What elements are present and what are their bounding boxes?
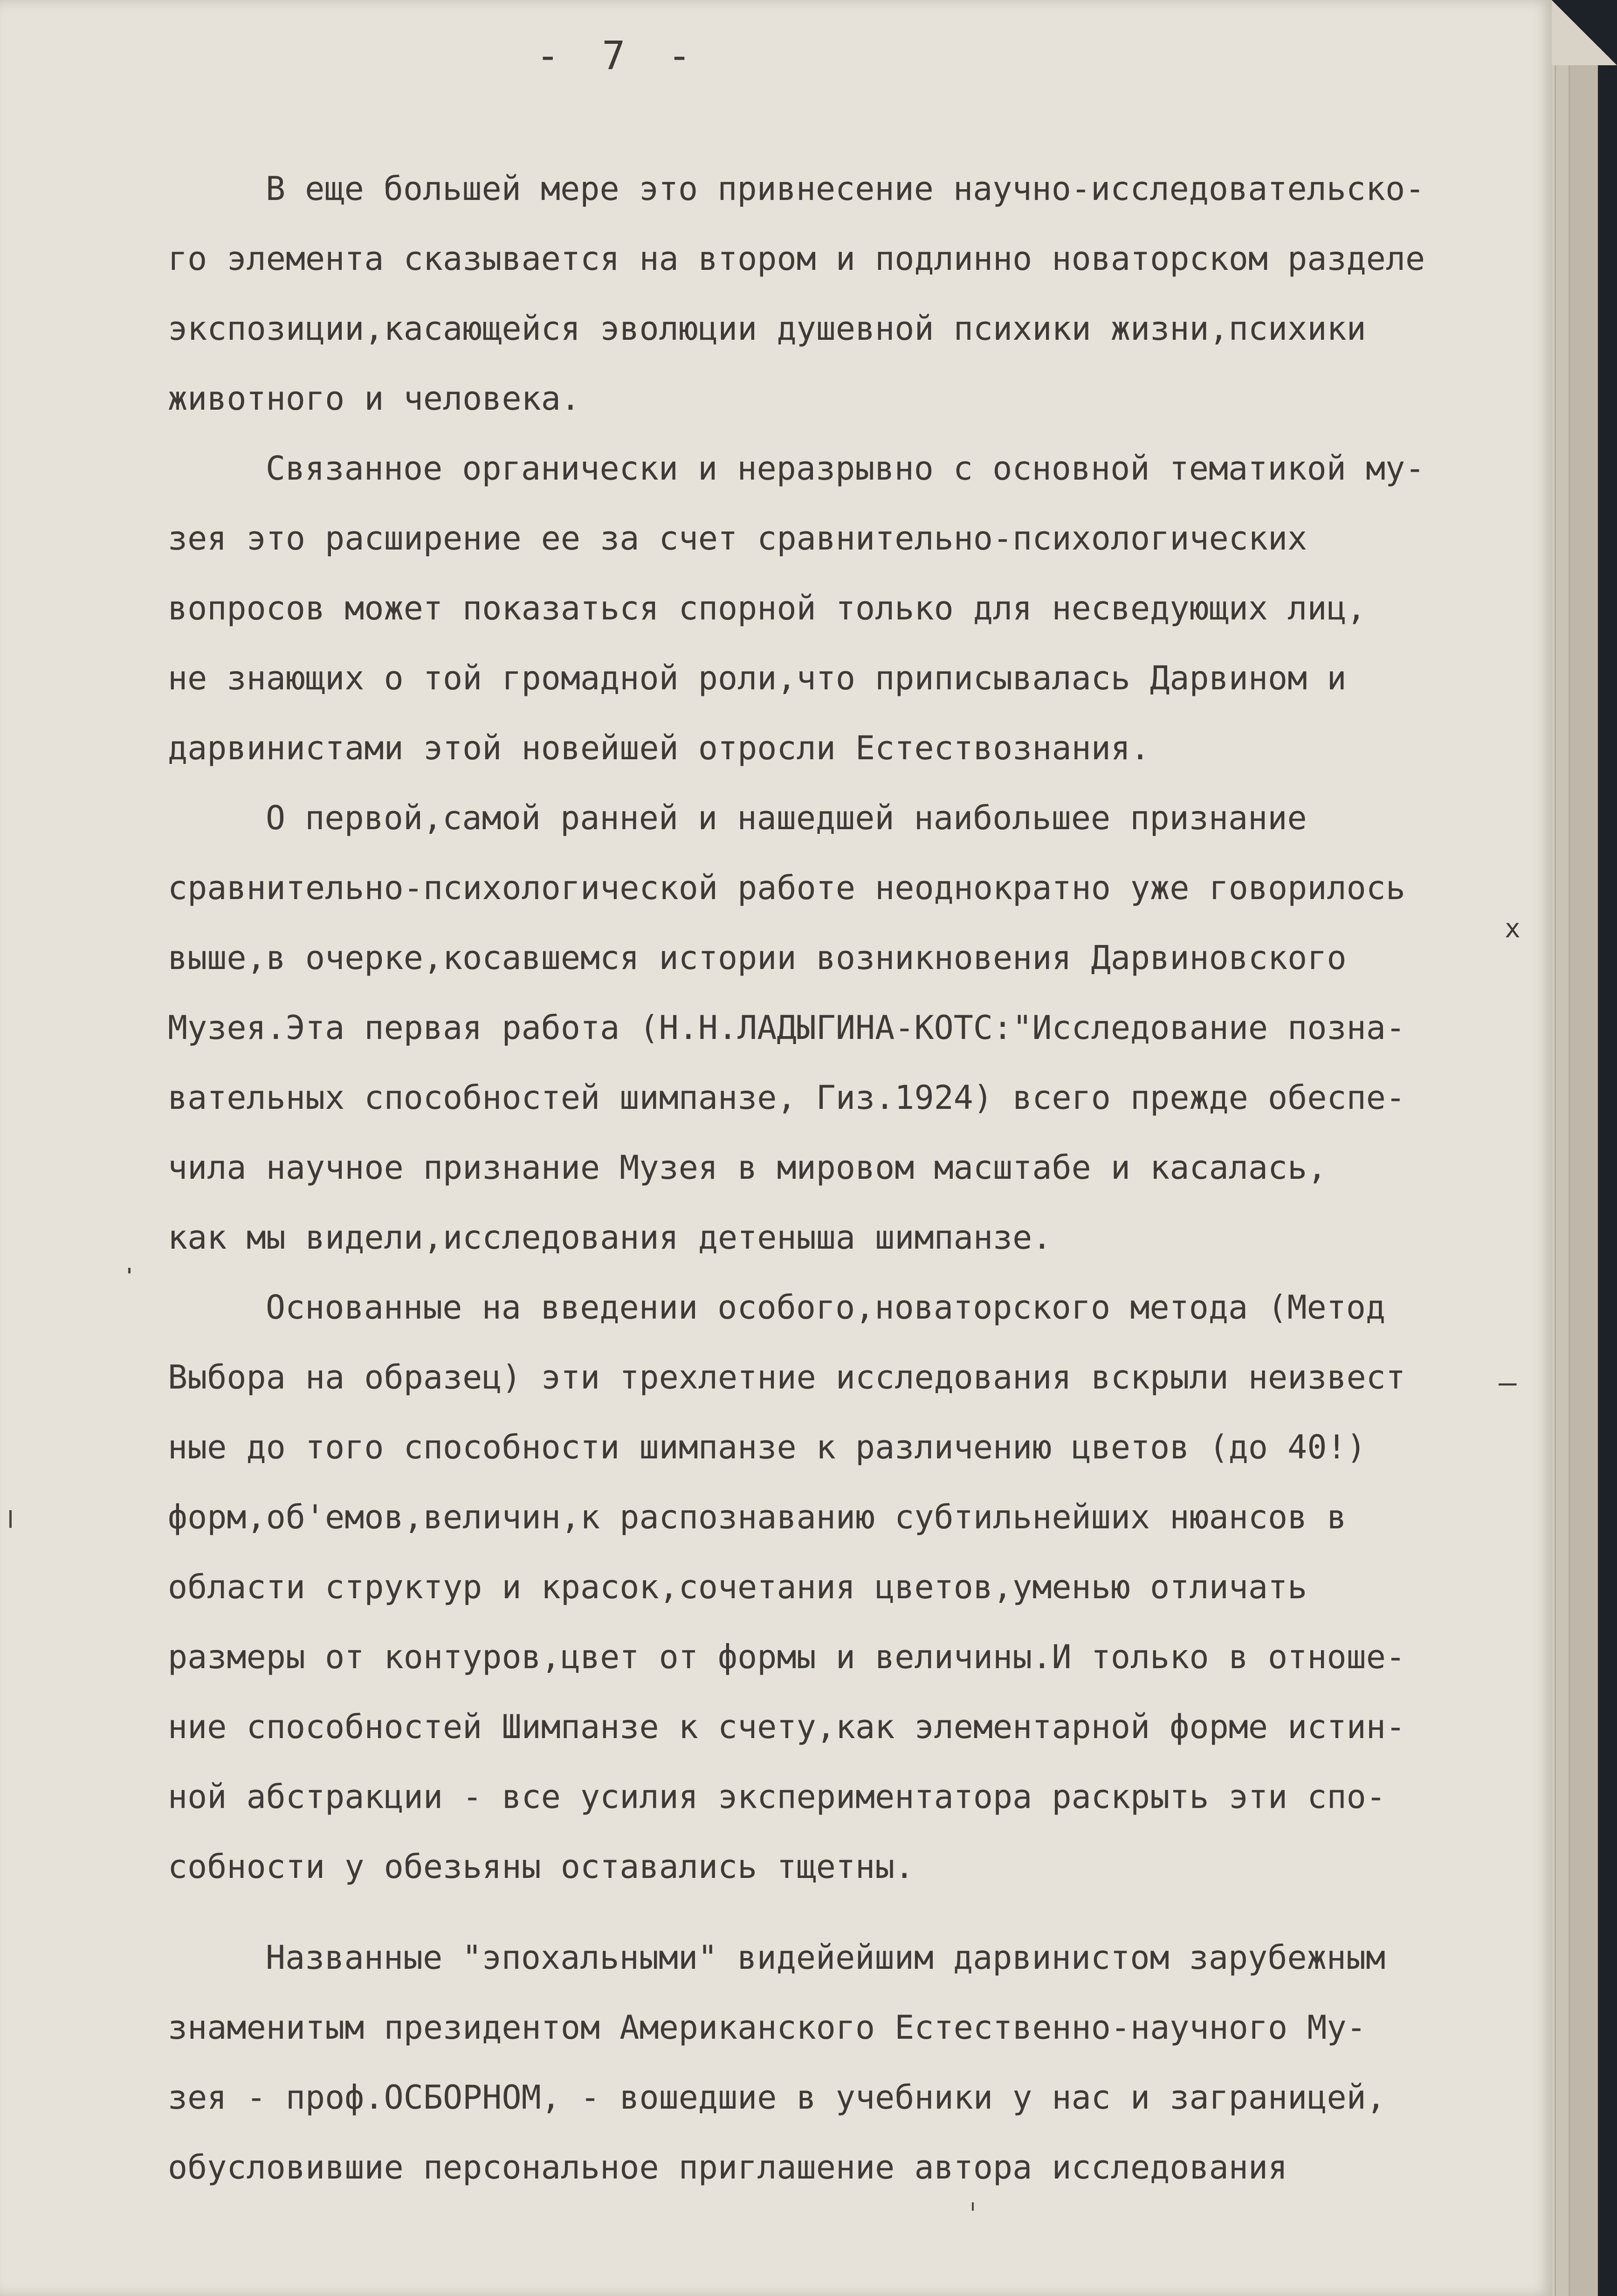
text-line: форм,об'емов,величин,к распознаванию субтильнейших нюансов в (168, 1498, 1347, 1536)
text-line: вопросов может показаться спорной только для несведующих лиц, (168, 589, 1366, 627)
text-line: Связанное органически и неразрывно с основной тематикой му- (266, 449, 1425, 488)
text-line: вательных способностей шимпанзе, Гиз.1924) всего прежде обеспе- (168, 1079, 1406, 1117)
ink-speck (128, 1268, 131, 1273)
text-line: зея - проф.ОСБОРНОМ, - вошедшие в учебники у нас и заграницей, (168, 2078, 1386, 2117)
text-line: ные до того способности шимпанзе к различению цветов (до 40!) (168, 1428, 1366, 1466)
text-line: зея это расширение ее за счет сравнительно-психологических (168, 519, 1307, 557)
page-corner-fold (1552, 0, 1617, 65)
page-number: - 7 - (536, 33, 701, 78)
text-line: ной абстракции - все усилия экспериментатора раскрыть эти спо- (168, 1778, 1386, 1816)
text-line: области структур и красок,сочетания цветов,уменью отличать (168, 1568, 1307, 1606)
paragraph-1 (168, 154, 1510, 433)
text-line: сравнительно-психологической работе неоднократно уже говорилось (168, 869, 1406, 907)
text-line: животного и человека. (168, 379, 581, 418)
margin-dash-mark: – (1499, 1366, 1517, 1400)
text-line: размеры от контуров,цвет от формы и величины.И только в отноше- (168, 1638, 1406, 1676)
paragraph-3 (168, 783, 1510, 1272)
text-line: Названные "эпохальными" видейейшим дарвинистом зарубежным (266, 1939, 1386, 1977)
text-line: О первой,самой ранней и нашедшей наибольшее признание (266, 799, 1307, 837)
ink-speck (972, 2202, 974, 2211)
text-line: экспозиции,касающейся эволюции душевной психики жизни,психики (168, 309, 1366, 348)
text-line: обусловившие персональное приглашение автора исследования (168, 2148, 1288, 2186)
sheet-edge (1569, 47, 1598, 2296)
margin-x-mark: x (1505, 914, 1521, 944)
text-line: выше,в очерке,косавшемся истории возникновения Дарвиновского (168, 939, 1347, 977)
text-line: чила научное признание Музея в мировом масштабе и касалась, (168, 1148, 1327, 1187)
paragraph-2 (168, 433, 1510, 783)
text-line: собности у обезьяны оставались тщетны. (168, 1848, 915, 1886)
body-text (168, 154, 1510, 2202)
text-line: знаменитым президентом Американского Естественно-научного Му- (168, 2008, 1366, 2047)
paragraph-5 (168, 1923, 1510, 2202)
text-line: Выбора на образец) эти трехлетние исследования вскрыли неизвест (168, 1358, 1406, 1396)
ink-speck (9, 1510, 12, 1528)
text-line: как мы видели,исследования детеныша шимпанзе. (168, 1218, 1052, 1257)
text-line: дарвинистами этой новейшей отросли Естествознания. (168, 729, 1150, 767)
text-line: не знающих о той громадной роли,что приписывалась Дарвином и (168, 659, 1347, 697)
text-line: В еще большей мере это привнесение научно-исследовательско- (266, 170, 1425, 208)
text-line: ние способностей Шимпанзе к счету,как элементарной форме истин- (168, 1708, 1406, 1746)
text-line: Музея.Эта первая работа (Н.Н.ЛАДЫГИНА-КОТС:"Исследование позна- (168, 1009, 1406, 1047)
paragraph-4 (168, 1272, 1510, 1902)
text-line: го элемента сказывается на втором и подлинно новаторском разделе (168, 240, 1425, 278)
text-line: Основанные на введении особого,новаторского метода (Метод (266, 1288, 1386, 1327)
